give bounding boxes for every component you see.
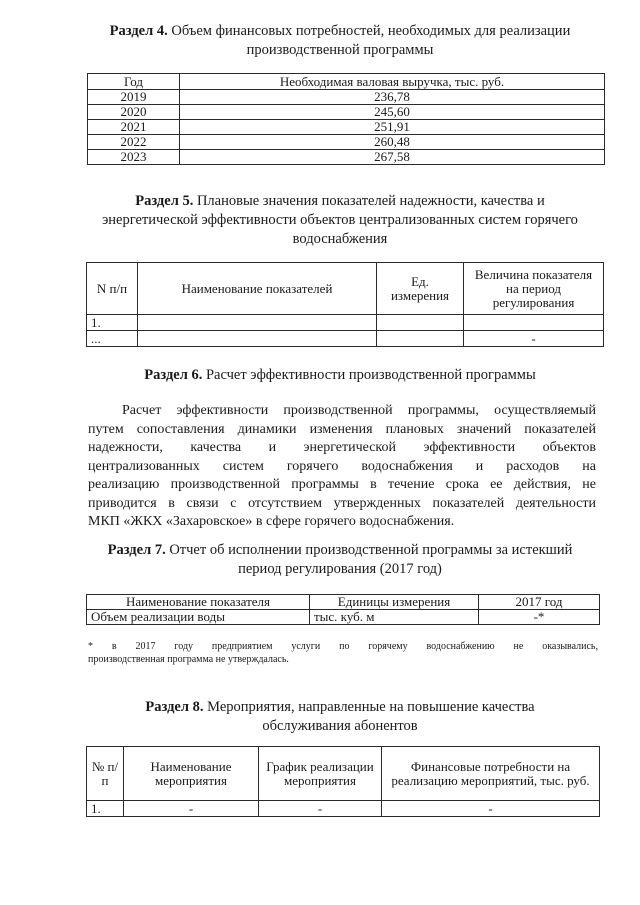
- table-cell: 2023: [88, 150, 180, 165]
- table-row: [88, 105, 605, 120]
- paragraph-line: реализацию производственной программы в течение срока ее действия, не: [88, 477, 596, 492]
- section4-heading: [60, 22, 620, 60]
- section4-number: Раздел 4.: [109, 23, 168, 39]
- table-header-name: Наименование показателей: [138, 263, 377, 315]
- table-cell: 260,48: [180, 135, 605, 150]
- paragraph-line: МКП «ЖКХ «Захаровское» в сфере горячего водоснабжения.: [88, 514, 455, 529]
- table-row: [88, 150, 605, 165]
- paragraph-line: Расчет эффективности производственной программы, осуществляемый: [122, 403, 596, 418]
- section6-heading: [60, 366, 620, 385]
- section5-heading: [60, 192, 620, 249]
- section6-number: Раздел 6.: [144, 367, 203, 383]
- table-header-value: Величина показателя на период регулирования: [464, 263, 604, 315]
- table-header-finance: Финансовые потребности на реализацию мероприятий, тыс. руб.: [382, 747, 600, 801]
- table-cell: 1.: [87, 315, 138, 331]
- section7-heading: [60, 541, 620, 579]
- table-row: [88, 135, 605, 150]
- section8-title-line1: Мероприятия, направленные на повышение качества: [207, 699, 535, 715]
- table-cell: [377, 331, 464, 347]
- table-row: [88, 90, 605, 105]
- section7-number: Раздел 7.: [107, 542, 166, 558]
- table-cell: 1.: [87, 801, 124, 817]
- table-cell: 251,91: [180, 120, 605, 135]
- table-header-unit: Ед. измерения: [377, 263, 464, 315]
- section7-table: [86, 594, 600, 625]
- section8-title-line2: обслуживания абонентов: [262, 718, 418, 734]
- table-cell: 2020: [88, 105, 180, 120]
- table-row: [87, 315, 604, 331]
- paragraph-line: надежности, качества и энергетической эффективности объектов: [88, 440, 596, 455]
- section8-table: [86, 746, 600, 817]
- table-cell: 236,78: [180, 90, 605, 105]
- table-cell: -*: [479, 610, 600, 625]
- section6-paragraph: [88, 402, 596, 532]
- section4-title-line1: Объем финансовых потребностей, необходимых для реализации: [171, 23, 571, 39]
- table-header-revenue: Необходимая валовая выручка, тыс. руб.: [180, 74, 605, 90]
- section6-title-line1: Расчет эффективности производственной программы: [205, 367, 536, 383]
- table-cell: [138, 315, 377, 331]
- table-row: [87, 331, 604, 347]
- paragraph-line: путем сопоставления динамики изменения плановых значений показателей: [88, 421, 596, 437]
- table-header-row: [87, 595, 600, 610]
- section4-title-line2: производственной программы: [246, 42, 434, 58]
- section4-table: [87, 73, 605, 165]
- table-header-row: [87, 747, 600, 801]
- footnote-line: * в 2017 году предприятием услуги по горячему водоснабжению не оказывались,: [88, 641, 598, 652]
- table-cell: -: [124, 801, 259, 817]
- table-cell: тыс. куб. м: [310, 610, 479, 625]
- table-cell: [138, 331, 377, 347]
- table-row: [87, 610, 600, 625]
- table-cell: 267,58: [180, 150, 605, 165]
- table-cell: [377, 315, 464, 331]
- table-row: [88, 120, 605, 135]
- section5-title-line3: водоснабжения: [292, 231, 388, 247]
- table-header-name: Наименование показателя: [87, 595, 310, 610]
- section5-title-line2: энергетической эффективности объектов централизованных систем горячего: [102, 212, 578, 228]
- table-header-row: [87, 263, 604, 315]
- table-row: [87, 801, 600, 817]
- paragraph-line: централизованных систем горячего водоснабжения и расходов на: [88, 458, 596, 474]
- table-header-year: Год: [88, 74, 180, 90]
- table-header-year: 2017 год: [479, 595, 600, 610]
- section7-title-line1: Отчет об исполнении производственной программы за истекший: [169, 542, 573, 558]
- section8-heading: [60, 698, 620, 736]
- table-header-schedule: График реализации мероприятия: [259, 747, 382, 801]
- section7-title-line2: период регулирования (2017 год): [238, 561, 442, 577]
- table-cell: -: [382, 801, 600, 817]
- table-header-number: N п/п: [87, 263, 138, 315]
- footnote-line: производственная программа не утверждалась.: [88, 654, 289, 665]
- section5-number: Раздел 5.: [135, 193, 194, 209]
- section7-footnote: [88, 640, 598, 666]
- table-cell: 2022: [88, 135, 180, 150]
- table-cell: 2021: [88, 120, 180, 135]
- table-cell: -: [464, 331, 604, 347]
- paragraph-line: приводится в связи с отсутствием утвержденных показателей деятельности: [88, 495, 596, 511]
- table-cell: 2019: [88, 90, 180, 105]
- table-header-row: [88, 74, 605, 90]
- section5-table: [86, 262, 604, 347]
- table-header-unit: Единицы измерения: [310, 595, 479, 610]
- table-header-name: Наименование мероприятия: [124, 747, 259, 801]
- section8-number: Раздел 8.: [145, 699, 204, 715]
- table-cell: ...: [87, 331, 138, 347]
- table-cell: 245,60: [180, 105, 605, 120]
- table-cell: [464, 315, 604, 331]
- section5-title-line1: Плановые значения показателей надежности, качества и: [196, 193, 545, 209]
- table-cell: Объем реализации воды: [87, 610, 310, 625]
- table-header-number: № п/п: [87, 747, 124, 801]
- table-cell: -: [259, 801, 382, 817]
